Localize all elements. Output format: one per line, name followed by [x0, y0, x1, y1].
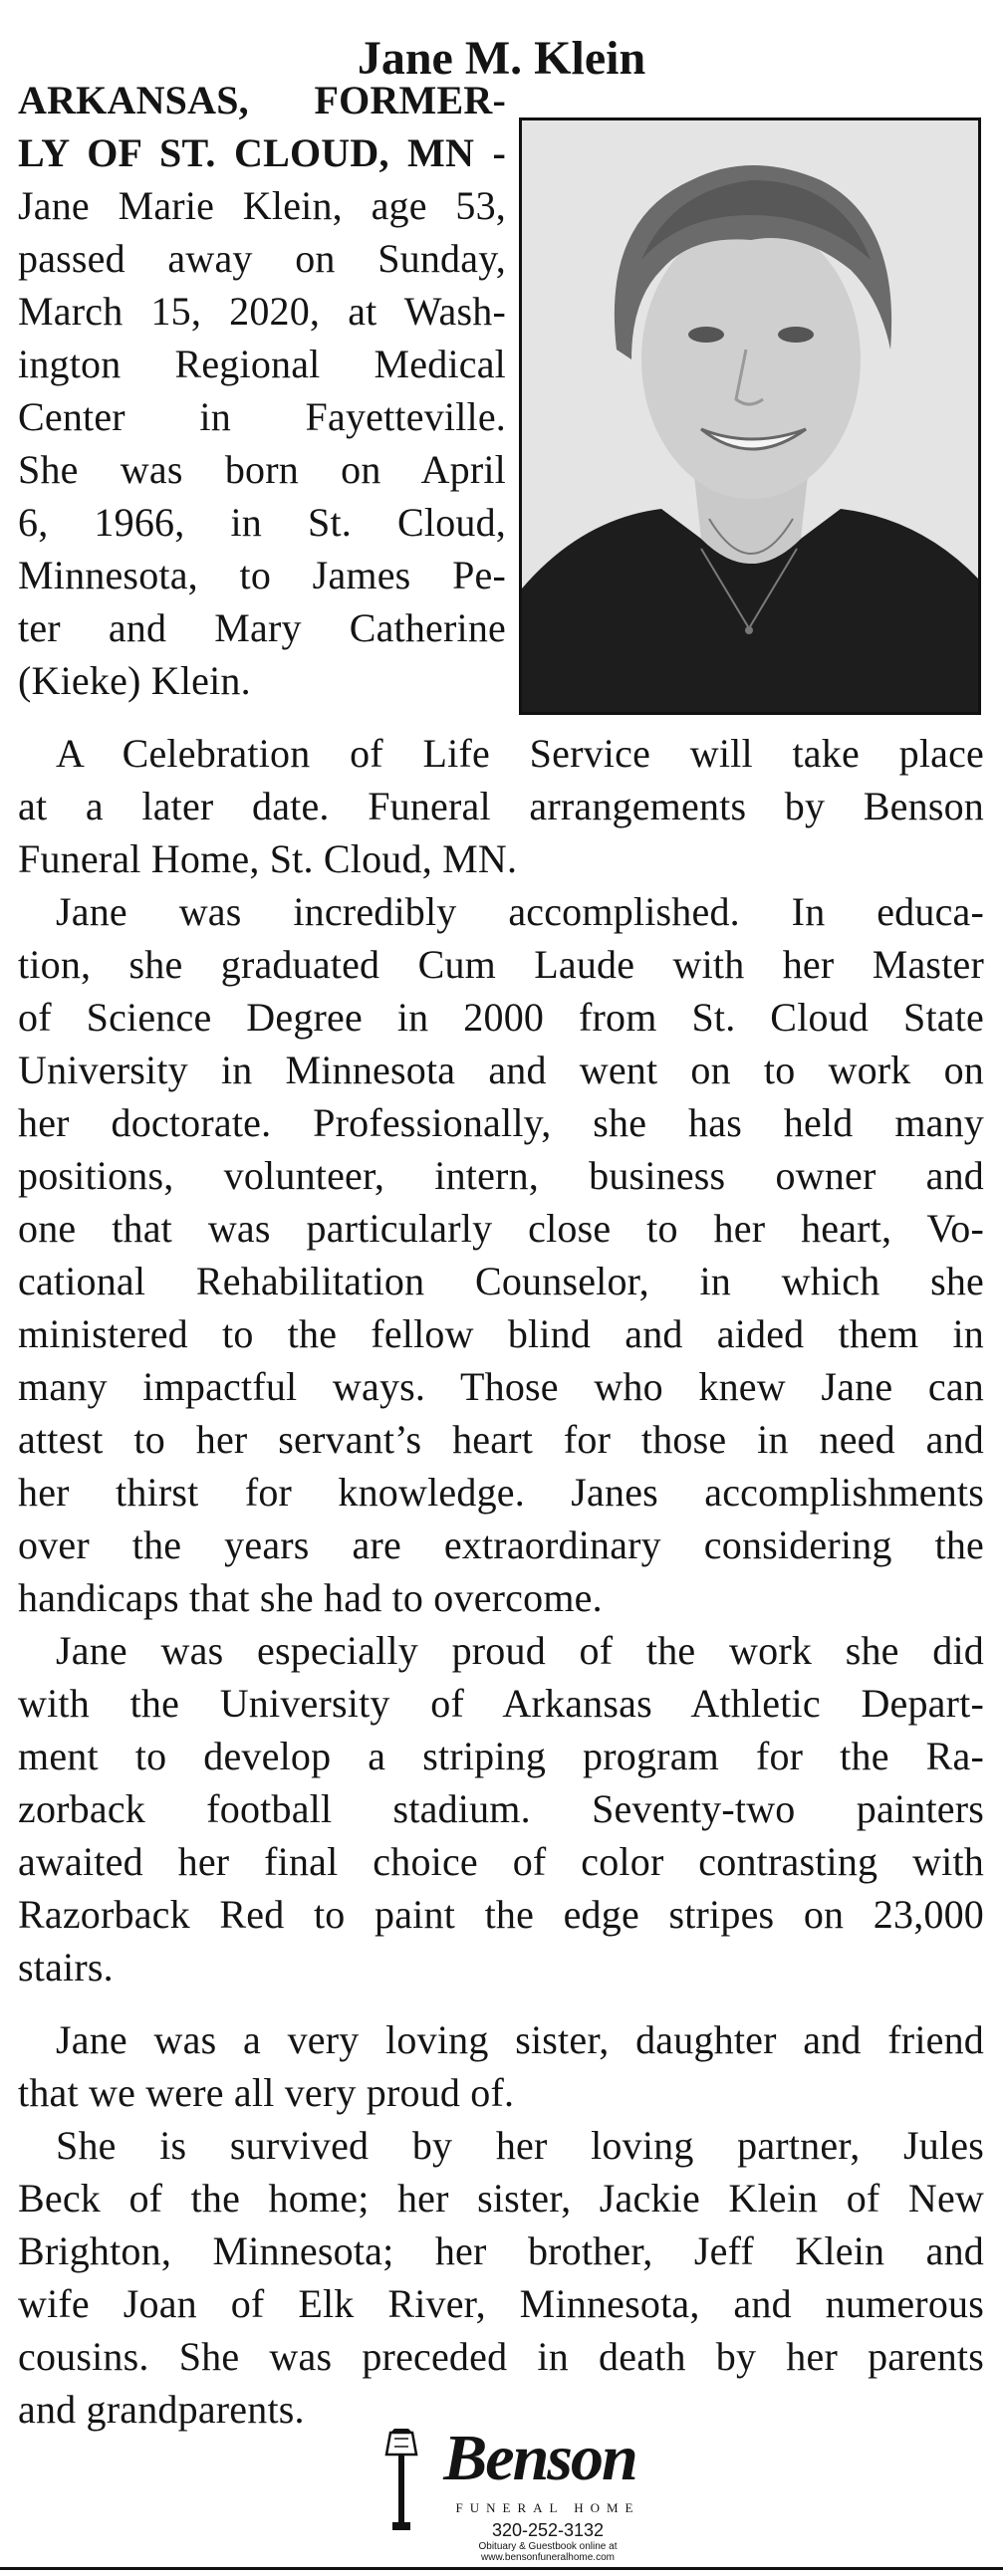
text-line: positions, volunteer, intern, business owner and: [18, 1153, 984, 1198]
text-line: handicaps that she had to overcome.: [18, 1575, 603, 1620]
text-line: Beck of the home; her sister, Jackie Klein of New: [18, 2176, 984, 2221]
bottom-rule: [0, 2567, 1003, 2570]
text-line: Jane was a very loving sister, daughter and friend: [56, 2017, 984, 2062]
text-line: of Science Degree in 2000 from St. Cloud State: [18, 995, 984, 1040]
text-line: Jane Marie Klein, age 53,: [18, 183, 506, 228]
text-line: cousins. She was preceded in death by her parents: [18, 2334, 984, 2379]
text-line: She is survived by her loving partner, Jules: [56, 2123, 984, 2168]
text-line: Center in Fayetteville.: [18, 394, 506, 439]
text-line: Funeral Home, St. Cloud, MN.: [18, 836, 518, 881]
funeral-home-logo: [378, 2422, 677, 2564]
text-line: 6, 1966, in St. Cloud,: [18, 500, 506, 545]
text-line: her doctorate. Professionally, she has held many: [18, 1100, 984, 1145]
text-line: cational Rehabilitation Counselor, in which she: [18, 1259, 984, 1303]
headline: Jane M. Klein: [357, 32, 646, 85]
text-line: at a later date. Funeral arrangements by Benson: [18, 784, 984, 828]
text-line: zorback football stadium. Seventy-two painters: [18, 1786, 984, 1831]
text-line: Razorback Red to paint the edge stripes on 23,000: [18, 1892, 984, 1937]
text-line: (Kieke) Klein.: [18, 658, 251, 703]
portrait-image: [522, 120, 978, 712]
text-line: and grandparents.: [18, 2387, 305, 2432]
text-line: many impactful ways. Those who knew Jane can: [18, 1364, 984, 1409]
text-line: Jane was incredibly accomplished. In educa-: [56, 889, 984, 934]
text-line: her thirst for knowledge. Janes accomplishments: [18, 1470, 984, 1515]
text-line: ministered to the fellow blind and aided them in: [18, 1311, 984, 1356]
text-line: with the University of Arkansas Athletic Depart-: [18, 1681, 984, 1726]
funeral-home-name: Benson: [443, 2422, 636, 2494]
funeral-home-phone: 320-252-3132: [491, 2520, 605, 2540]
text-line: attest to her servant’s heart for those in need and: [18, 1417, 984, 1462]
text-line: passed away on Sunday,: [18, 236, 506, 281]
text-line: that we were all very proud of.: [18, 2070, 515, 2115]
text-line: over the years are extraordinary considering the: [18, 1522, 984, 1567]
text-line: wife Joan of Elk River, Minnesota, and numerous: [18, 2281, 984, 2326]
funeral-home-note: Obituary & Guestbook online at: [478, 2541, 618, 2552]
funeral-home-url: www.bensonfuneralhome.com: [481, 2552, 615, 2563]
text-line: A Celebration of Life Service will take place: [56, 731, 984, 776]
text-line: tion, she graduated Cum Laude with her Master: [18, 942, 984, 987]
dateline-line: LY OF ST. CLOUD, MN -: [18, 130, 506, 175]
text-line: March 15, 2020, at Wash-: [18, 289, 506, 334]
text-line: Minnesota, to James Pe-: [18, 553, 506, 597]
text-line: University in Minnesota and went on to work on: [18, 1048, 984, 1092]
funeral-home-subtitle: FUNERAL HOME: [455, 2500, 640, 2515]
text-line: ment to develop a striping program for the Ra-: [18, 1734, 984, 1778]
text-line: one that was particularly close to her heart, Vo-: [18, 1206, 984, 1251]
text-line: ter and Mary Catherine: [18, 605, 506, 650]
text-line: stairs.: [18, 1945, 114, 1990]
text-line: Jane was especially proud of the work she did: [56, 1628, 984, 1673]
lamp-post-icon: [378, 2425, 424, 2534]
text-line: She was born on April: [18, 447, 506, 492]
dateline-line: ARKANSAS, FORMER-: [18, 78, 506, 122]
text-line: awaited her final choice of color contrasting with: [18, 1839, 984, 1884]
text-line: ington Regional Medical: [18, 342, 506, 386]
text-line: Brighton, Minnesota; her brother, Jeff Klein and: [18, 2228, 984, 2273]
portrait-photo: [519, 117, 981, 715]
